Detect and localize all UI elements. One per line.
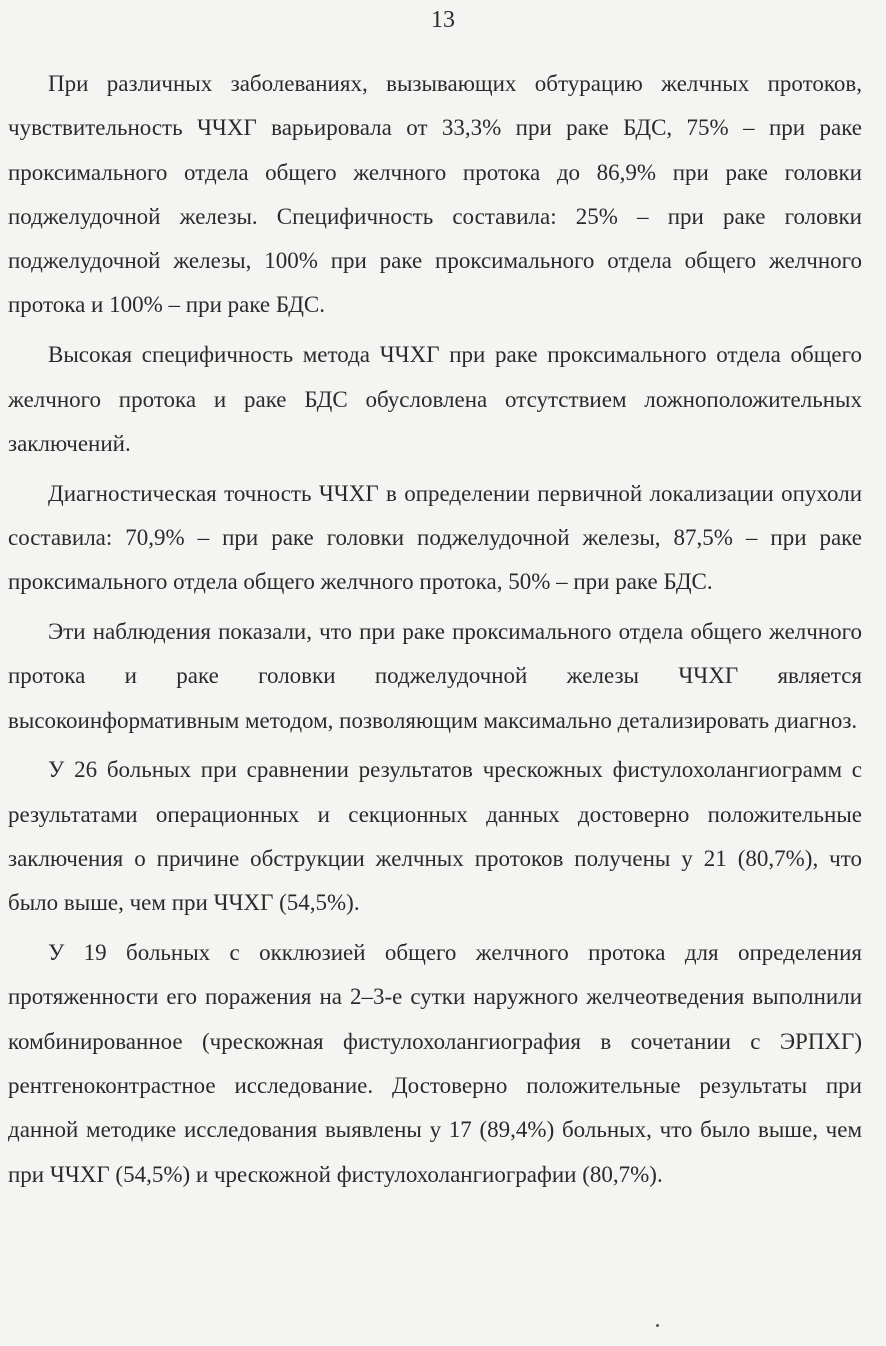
paragraph-diagnostic-accuracy: Диагностическая точность ЧЧХГ в определении первичной локализации опухоли составила: 70,9% – при раке головки поджелудочной железы, 87,5% – при раке проксимального отдела общего желчного протока, 50% – при раке БДС. — [8, 480, 862, 595]
page-number: 13 — [431, 7, 455, 33]
paragraph-observations: Эти наблюдения показали, что при раке проксимального отдела общего желчного протока и раке головки поджелудочной железы ЧЧХГ является высокоинформативным методом, позволяющим максимально детализировать диагноз. — [8, 619, 862, 733]
paragraph-fistulocholangiograms: У 26 больных при сравнении результатов чрескожных фистулохолангиограмм с результатами операционных и секционных данных достоверно положительные заключения о причине обструкции желчных протоков получены у 21 (80,7%), что было выше, чем при ЧЧХГ (54,5%). — [8, 757, 862, 916]
body-text — [8, 62, 862, 1202]
paragraph-high-specificity: Высокая специфичность метода ЧЧХГ при раке проксимального отдела общего желчного протока и раке БДС обусловлена отсутствием ложноположительных заключений. — [8, 342, 862, 456]
paragraph-sensitivity-specificity: При различных заболеваниях, вызывающих обтурацию желчных протоков, чувствительность ЧЧХГ варьировала от 33,3% при раке БДС, 75% – при раке проксимального отдела общего желчного протока до 86,9% при раке головки поджелудочной железы. Специфичность составила: 25% – при раке головки поджелудочной железы, 100% при раке проксимального отдела общего желчного протока и 100% – при раке БДС. — [8, 71, 862, 318]
paragraph-combined-study: У 19 больных с окклюзией общего желчного протока для определения протяженности его поражения на 2–3-е сутки наружного желчеотведения выполнили комбинированное (чрескожная фистулохолангиография в сочетании с ЭРПХГ) рентгеноконтрастное исследование. Достоверно положительные результаты при данной методике исследования выявлены у 17 (89,4%) больных, что было выше, чем при ЧЧХГ (54,5%) и чрескожной фистулохолангиографии (80,7%). — [8, 940, 862, 1187]
scan-speck — [656, 1324, 659, 1327]
